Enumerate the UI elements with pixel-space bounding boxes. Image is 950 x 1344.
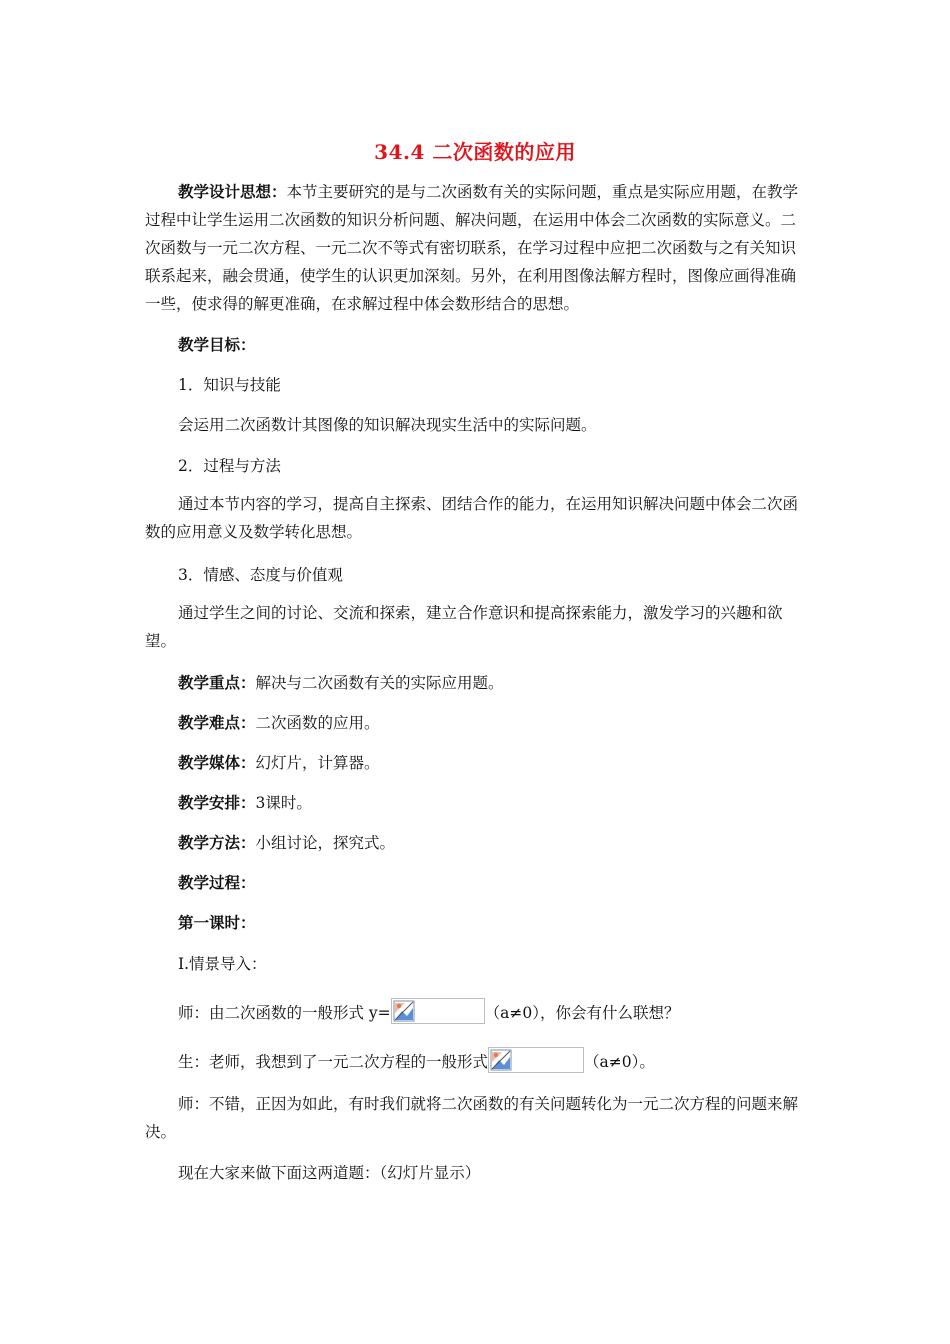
difficulty-label: 教学难点： [178, 713, 256, 732]
goal3-text: 通过学生之间的讨论、交流和探索，建立合作意识和提高探索能力，激发学习的兴趣和欲望。 [145, 604, 783, 650]
design-label: 教学设计思想： [178, 182, 287, 201]
teacher-remark: 师：不错，正因为如此，有时我们就将二次函数的有关问题转化为一元二次方程的问题来解决。 [145, 1095, 799, 1141]
page-title: 34.4 二次函数的应用 [374, 140, 576, 164]
teacher-question-line [178, 1001, 680, 1024]
difficulty-line [178, 711, 380, 733]
formula-image-placeholder [391, 998, 485, 1024]
closing-line: 现在大家来做下面这两道题：（幻灯片显示） [178, 1164, 481, 1182]
key-point-line [178, 671, 504, 693]
student-answer-line [178, 1050, 655, 1073]
teacher-question-suffix: （a≠0），你会有什么联想？ [484, 1004, 680, 1022]
goal1-heading: 1．知识与技能 [178, 376, 281, 394]
method-label: 教学方法： [178, 833, 256, 852]
goal2-text: 通过本节内容的学习，提高自主探索、团结合作的能力，在运用知识解决问题中体会二次函数的应用意义及数学转化思想。 [145, 495, 799, 541]
method-text: 小组讨论，探究式。 [255, 834, 396, 852]
goal1-text: 会运用二次函数计其图像的知识解决现实生活中的实际问题。 [178, 416, 597, 434]
media-text: 幻灯片，计算器。 [255, 754, 380, 772]
broken-image-icon [393, 1000, 415, 1022]
process-label: 教学过程： [178, 873, 256, 892]
goal2-heading: 2．过程与方法 [178, 457, 281, 475]
formula-image-placeholder [488, 1047, 584, 1073]
schedule-label: 教学安排： [178, 793, 256, 812]
teacher-question-prefix: 师：由二次函数的一般形式 y= [178, 1004, 391, 1022]
schedule-text: 3课时。 [255, 794, 312, 812]
media-line [178, 751, 380, 773]
student-answer-prefix: 生：老师，我想到了一元二次方程的一般形式 [178, 1053, 489, 1071]
goals-label: 教学目标： [178, 335, 256, 354]
design-paragraph [145, 178, 807, 318]
key-point-label: 教学重点： [178, 673, 256, 692]
lesson1-label: 第一课时： [178, 913, 256, 932]
scene-heading: Ⅰ.情景导入： [178, 955, 267, 973]
goal3-heading: 3．情感、态度与价值观 [178, 566, 343, 584]
media-label: 教学媒体： [178, 753, 256, 772]
design-text: 本节主要研究的是与二次函数有关的实际问题，重点是实际应用题，在教学过程中让学生运用二次函数的知识分析问题、解决问题，在运用中体会二次函数的实际意义。二次函数与一元二次方程、一元二次不等式有密切联系，在学习过程中应把二次函数与之有关知识联系起来，融会贯通，使学生的认识更加深刻。另外，在利用图像法解方程时，图像应画得准确一些，使求得的解更准确，在求解过程中体会数形结合的思想。 [145, 183, 799, 313]
key-point-text: 解决与二次函数有关的实际应用题。 [255, 674, 504, 692]
schedule-line [178, 791, 312, 813]
student-answer-suffix: （a≠0）。 [584, 1053, 655, 1071]
broken-image-icon [490, 1049, 512, 1071]
method-line [178, 831, 395, 853]
difficulty-text: 二次函数的应用。 [255, 714, 380, 732]
